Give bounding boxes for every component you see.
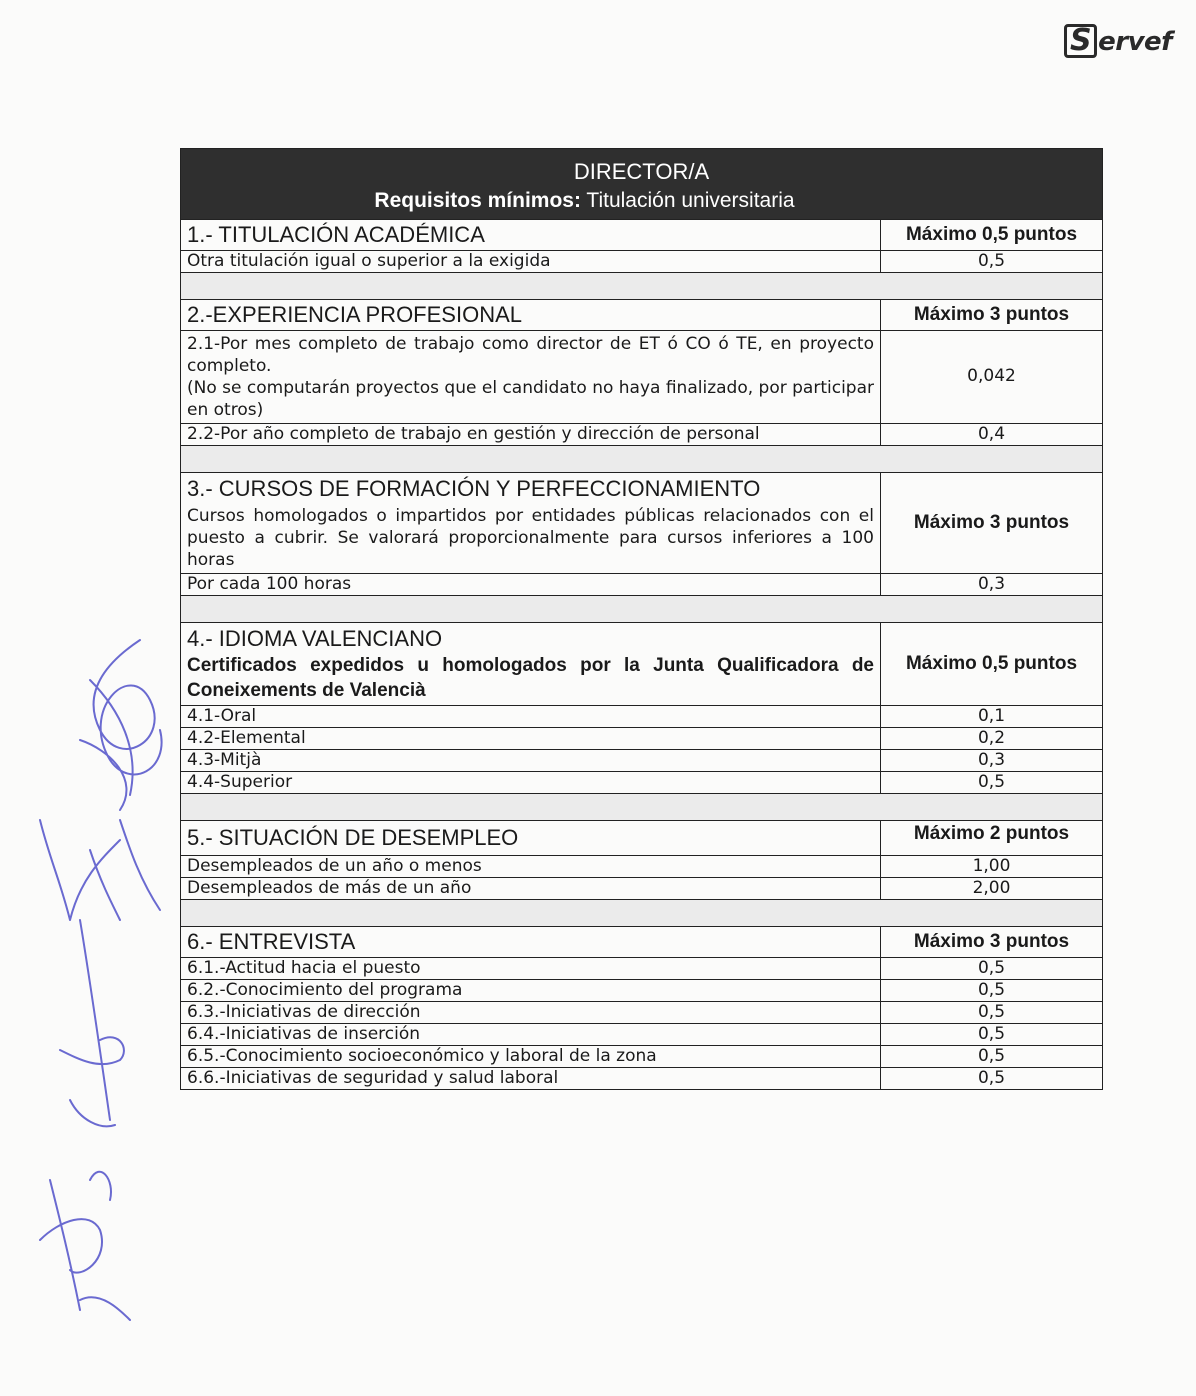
table-row [181,878,1103,900]
section-6-title: 6.- ENTREVISTA [181,927,881,958]
row-label: 6.3.-Iniciativas de dirección [181,1002,881,1024]
section-5-title: 5.- SITUACIÓN DE DESEMPLEO [181,821,881,856]
section-gap [181,900,1103,927]
row-value: 0,2 [881,728,1103,750]
row-label: 2.2-Por año completo de trabajo en gestión y dirección de personal [181,424,881,446]
section-gap [181,794,1103,821]
header-req-row [181,185,1103,220]
signature-3 [60,920,124,1126]
section-4-max: Máximo 0,5 puntos [881,623,1103,706]
section-6-max: Máximo 3 puntos [881,927,1103,958]
section-1-header [181,220,1103,251]
table-row [181,1068,1103,1090]
section-4-block [181,623,881,706]
section-2-header [181,300,1103,331]
row-value: 0,5 [881,251,1103,273]
section-2-max: Máximo 3 puntos [881,300,1103,331]
requirements-value: Titulación universitaria [580,189,795,212]
row-label: 4.2-Elemental [181,728,881,750]
row-value: 0,5 [881,1024,1103,1046]
requirements-label: Requisitos mínimos: [374,189,581,212]
row-value: 0,4 [881,424,1103,446]
row-label: 4.4-Superior [181,772,881,794]
section-3-block [181,473,881,574]
section-4-header [181,623,1103,706]
row-value: 0,5 [881,980,1103,1002]
row-label [181,331,881,424]
scoring-table [180,148,1103,1090]
row-label: 6.2.-Conocimiento del programa [181,980,881,1002]
row-value: 0,5 [881,958,1103,980]
section-gap [181,446,1103,473]
logo-text: ervef [1098,27,1172,57]
section-5-max: Máximo 2 puntos [881,821,1103,856]
row-value: 0,5 [881,772,1103,794]
row-label: Por cada 100 horas [181,574,881,596]
row-label: 4.1-Oral [181,706,881,728]
table-title: DIRECTOR/A [181,149,1103,186]
row-label: 6.5.-Conocimiento socioeconómico y laboral de la zona [181,1046,881,1068]
table-row [181,331,1103,424]
row-value: 2,00 [881,878,1103,900]
table-row [181,424,1103,446]
row-value: 1,00 [881,856,1103,878]
table-row [181,574,1103,596]
row-label: Desempleados de más de un año [181,878,881,900]
row-value: 0,5 [881,1046,1103,1068]
signature-4 [40,1172,130,1320]
row-label: Desempleados de un año o menos [181,856,881,878]
table-row [181,958,1103,980]
row-value: 0,5 [881,1002,1103,1024]
table-row [181,728,1103,750]
section-3-header [181,473,1103,574]
row-label: 4.3-Mitjà [181,750,881,772]
section-4-desc: Certificados expedidos u homologados por la Junta Qualificadora de Coneixements de Valencià [187,655,874,701]
row-value: 0,3 [881,574,1103,596]
servef-logo [1064,24,1172,58]
table-row [181,750,1103,772]
margin-signatures [20,620,180,1340]
table-row [181,1024,1103,1046]
section-gap [181,273,1103,300]
table-row [181,1046,1103,1068]
logo-initial: S [1064,24,1097,58]
row-label: 6.4.-Iniciativas de inserción [181,1024,881,1046]
table-row [181,772,1103,794]
row-label-line-2: (No se computarán proyectos que el candidato no haya finalizado, por participar en otros) [187,378,874,420]
row-label: 6.1.-Actitud hacia el puesto [181,958,881,980]
section-6-header [181,927,1103,958]
signature-2 [40,820,160,920]
row-label: 6.6.-Iniciativas de seguridad y salud laboral [181,1068,881,1090]
table-row [181,980,1103,1002]
section-gap [181,596,1103,623]
section-3-desc: Cursos homologados o impartidos por entidades públicas relacionados con el puesto a cubrir. Se valorará proporcionalmente para cursos inferiores a 100 horas [187,506,874,570]
table-row [181,1002,1103,1024]
section-2-title: 2.-EXPERIENCIA PROFESIONAL [181,300,881,331]
requirements [181,185,1103,220]
signature-1 [80,640,162,810]
row-value: 0,1 [881,706,1103,728]
section-1-title: 1.- TITULACIÓN ACADÉMICA [181,220,881,251]
table-row [181,706,1103,728]
row-value: 0,042 [881,331,1103,424]
table-row [181,856,1103,878]
section-5-header [181,821,1103,856]
section-3-max: Máximo 3 puntos [881,473,1103,574]
table-row [181,251,1103,273]
row-value: 0,3 [881,750,1103,772]
row-label: Otra titulación igual o superior a la exigida [181,251,881,273]
section-1-max: Máximo 0,5 puntos [881,220,1103,251]
header-title-row [181,149,1103,186]
section-3-title: 3.- CURSOS DE FORMACIÓN Y PERFECCIONAMIENTO [187,476,761,501]
section-4-title: 4.- IDIOMA VALENCIANO [187,626,443,651]
row-value: 0,5 [881,1068,1103,1090]
row-label-line-1: 2.1-Por mes completo de trabajo como director de ET ó CO ó TE, en proyecto completo. [187,334,874,376]
